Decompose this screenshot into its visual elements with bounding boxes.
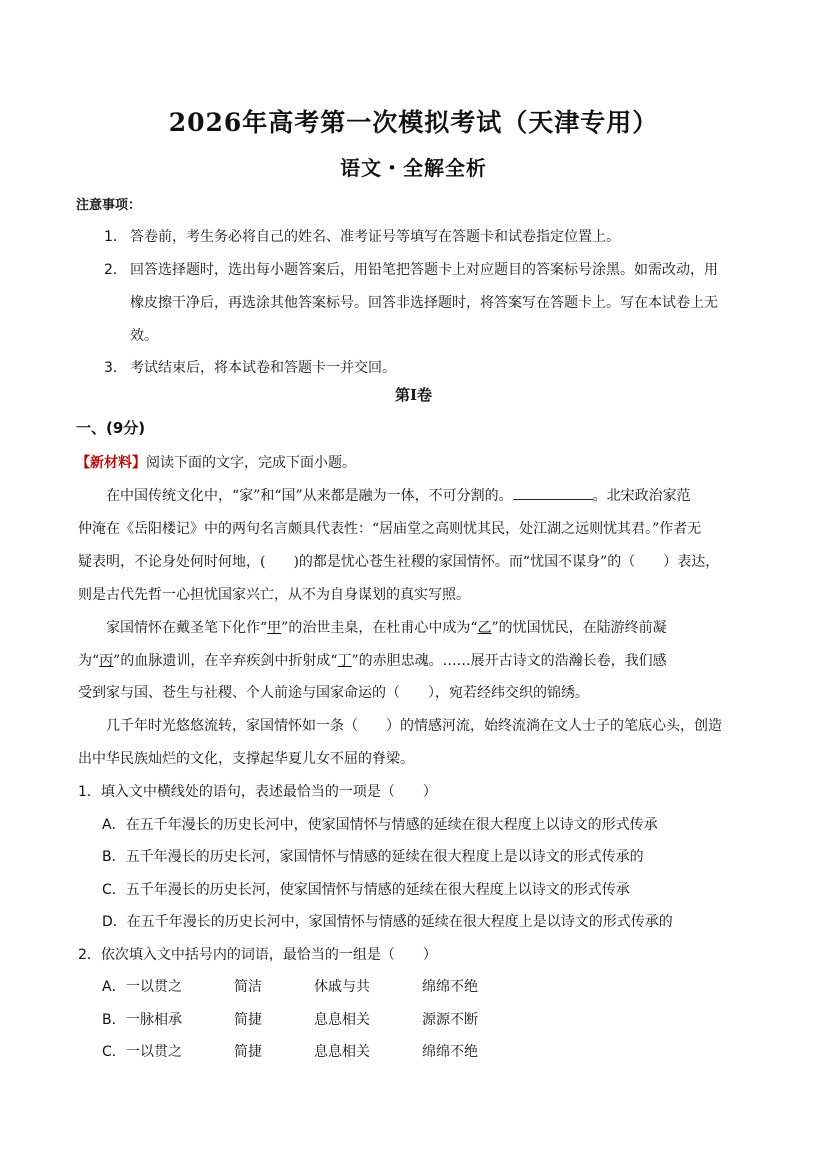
option-choice: 息息相关 xyxy=(314,1044,370,1060)
question-1-option-a: A．在五千年漫长的历史长河中，使家国情怀与情感的延续在很大程度上以诗文的形式传承 xyxy=(102,817,658,833)
notice-item-text: 橡皮擦干净后，再选涂其他答案标号。回答非选择题时，将答案写在答题卡上。写在本试卷上无 xyxy=(130,295,718,311)
passage-text: 。北宋政治家范 xyxy=(592,488,691,504)
notice-item-text: 回答选择题时，选出每小题答案后，用铅笔把答题卡上对应题目的答案标号涂黑。如需改动，用 xyxy=(130,262,718,278)
new-material-tag: 【新材料】 xyxy=(76,455,146,471)
notice-item-number: 2． xyxy=(104,262,127,278)
passage-text: ”的血脉遗训，在辛弃疾剑中折射成“ xyxy=(113,653,338,669)
passage-line xyxy=(78,650,667,670)
volume-heading: 第Ⅰ卷 xyxy=(394,386,433,404)
notice-item-text: 效。 xyxy=(130,328,158,344)
passage-text: 在中国传统文化中，“家”和“国”从来都是融为一体，不可分割的。 xyxy=(106,488,513,504)
notice-item-1 xyxy=(104,226,620,246)
option-choice: 一脉相承 xyxy=(126,1012,182,1028)
option-label: B． xyxy=(102,1012,126,1028)
passage-text: ”的治世圭臬，在杜甫心中成为“ xyxy=(281,620,478,636)
page-title: 2026年高考第一次模拟考试（天津专用） xyxy=(168,108,659,137)
blank-jia: 甲 xyxy=(267,620,282,636)
notice-item-text: 考试结束后，将本试卷和答题卡一并交回。 xyxy=(130,360,396,376)
option-choice: 一以贯之 xyxy=(126,1044,182,1060)
option-choice: 息息相关 xyxy=(314,1012,370,1028)
option-choice: 源源不断 xyxy=(422,1012,478,1028)
passage-line xyxy=(106,617,667,637)
question-2-stem: 2．依次填入文中括号内的词语，最恰当的一组是（ ） xyxy=(78,947,437,963)
question-2-option-b xyxy=(102,1009,522,1029)
passage-line: 受到家与国、苍生与社稷、个人前途与国家命运的（ ），宛若经纬交织的锦绣。 xyxy=(78,685,589,701)
option-choice: 一以贯之 xyxy=(126,979,182,995)
passage-line: 几千年时光悠悠流转，家国情怀如一条（ ）的情感河流，始终流淌在文人士子的笔底心头，创造 xyxy=(106,718,722,734)
fill-blank xyxy=(513,487,593,500)
section-heading: 一、(9分) xyxy=(76,419,146,437)
notice-item-2 xyxy=(104,259,718,279)
passage-line: 仲淹在《岳阳楼记》中的两句名言颇具代表性：“居庙堂之高则忧其民，处江湖之远则忧其君。”作者无 xyxy=(78,521,702,537)
question-1-stem: 1．填入文中横线处的语句，表述最恰当的一项是（ ） xyxy=(78,784,437,800)
question-2-option-c xyxy=(102,1041,522,1061)
notice-item-number: 1． xyxy=(104,229,127,245)
option-choice: 简洁 xyxy=(234,979,262,995)
page-subtitle: 语文・全解全析 xyxy=(340,156,487,180)
blank-bing: 丙 xyxy=(99,653,114,669)
blank-yi: 乙 xyxy=(477,620,492,636)
intro-line xyxy=(76,452,356,472)
passage-text: 为“ xyxy=(78,653,100,669)
notice-item-3 xyxy=(104,357,396,377)
question-2-option-a xyxy=(102,976,522,996)
option-choice: 绵绵不绝 xyxy=(422,1044,478,1060)
question-1-option-b: B．五千年漫长的历史长河，家国情怀与情感的延续在很大程度上是以诗文的形式传承的 xyxy=(102,849,644,865)
option-choice: 简捷 xyxy=(234,1044,262,1060)
option-choice: 绵绵不绝 xyxy=(422,979,478,995)
passage-line: 疑表明，不论身处何时何地，( )的都是忧心苍生社稷的家国情怀。而“忧国不谋身”的（ ）表达， xyxy=(78,554,720,570)
notice-item-text: 答卷前，考生务必将自己的姓名、准考证号等填写在答题卡和试卷指定位置上。 xyxy=(130,229,620,245)
passage-text: ”的忧国忧民，在陆游终前凝 xyxy=(491,620,667,636)
passage-text: 家国情怀在戴圣笔下化作“ xyxy=(106,620,268,636)
question-1-option-c: C．五千年漫长的历史长河，使家国情怀与情感的延续在很大程度上以诗文的形式传承 xyxy=(102,882,630,898)
notice-heading: 注意事项： xyxy=(76,198,142,213)
question-1-option-d: D．在五千年漫长的历史长河中，家国情怀与情感的延续在很大程度上是以诗文的形式传承的 xyxy=(102,914,673,930)
blank-ding: 丁 xyxy=(337,653,352,669)
option-label: A． xyxy=(102,979,126,995)
passage-line xyxy=(106,485,691,505)
notice-item-number: 3． xyxy=(104,360,127,376)
option-choice: 休戚与共 xyxy=(314,979,370,995)
intro-text: 阅读下面的文字，完成下面小题。 xyxy=(146,455,356,471)
passage-text: ”的赤胆忠魂。……展开古诗文的浩瀚长卷，我们感 xyxy=(351,653,667,669)
option-choice: 简捷 xyxy=(234,1012,262,1028)
passage-line: 则是古代先哲一心担忧国家兴亡，从不为自身谋划的真实写照。 xyxy=(78,587,470,603)
option-label: C． xyxy=(102,1044,126,1060)
passage-line: 出中华民族灿烂的文化，支撑起华夏儿女不屈的脊梁。 xyxy=(78,751,414,767)
